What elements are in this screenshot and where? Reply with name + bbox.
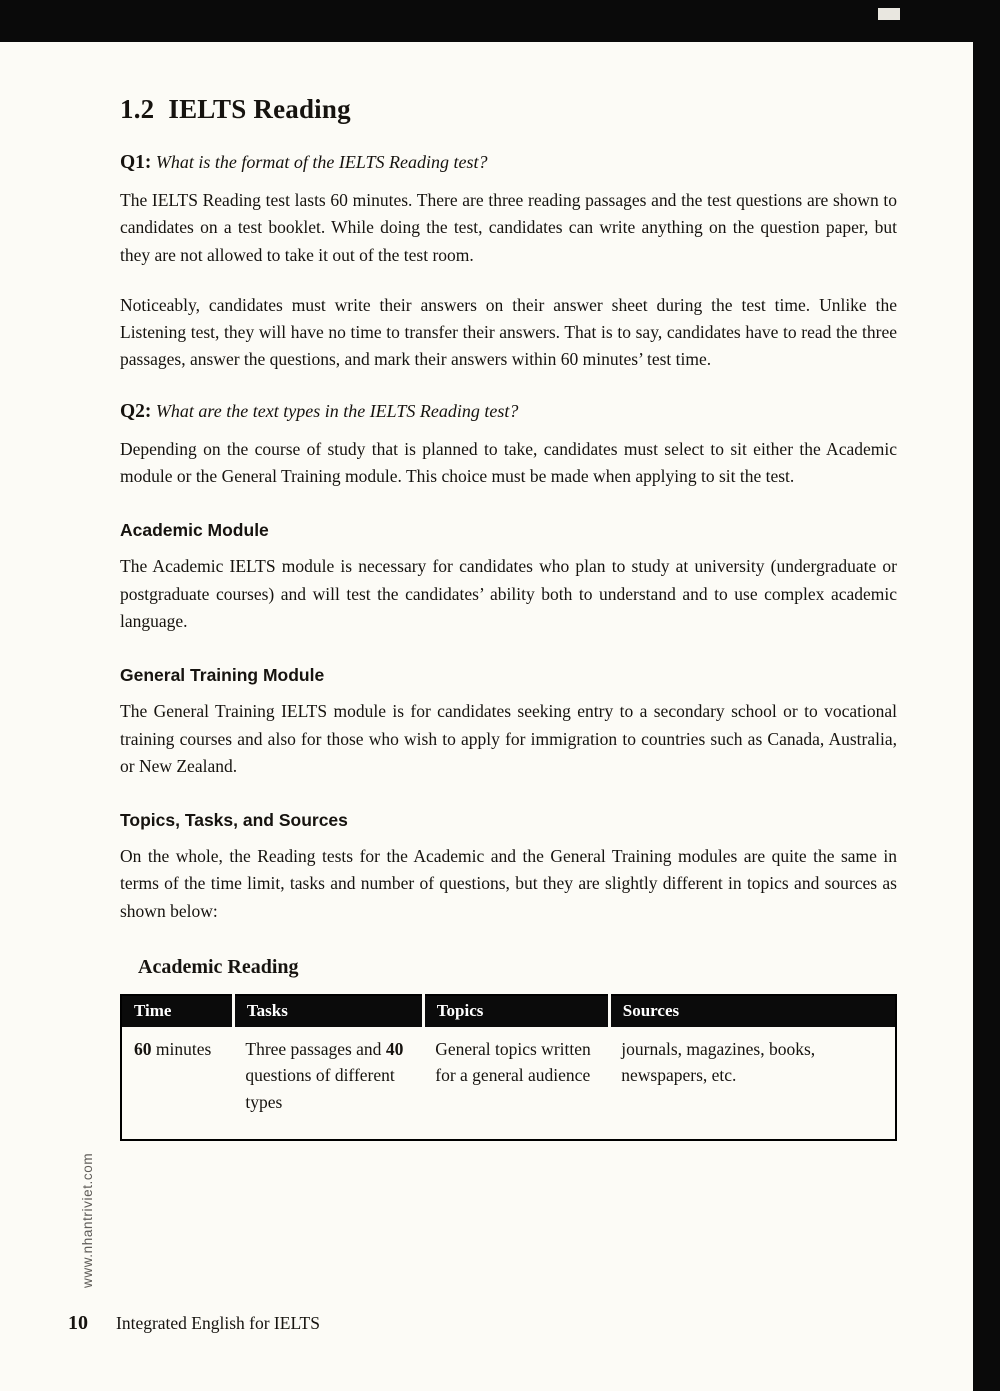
cell-time-unit: minutes: [151, 1039, 212, 1060]
heading-topics-tasks-sources: Topics, Tasks, and Sources: [120, 810, 348, 831]
cell-tasks-suffix: questions of different types: [245, 1065, 395, 1112]
cell-time: [121, 1027, 233, 1140]
column-header-topics: Topics: [423, 995, 609, 1027]
page-content: [0, 42, 973, 1141]
paragraph-q2-modules: Depending on the course of study that is planned to take, candidates must select to sit either the Academic module or the General Training module. This choice must be made when applying to sit the test.: [120, 438, 897, 487]
question-2-label: Q2:: [120, 400, 152, 422]
publisher-url-vertical: www.nhantriviet.com: [80, 1152, 95, 1288]
table-title-academic-reading: Academic Reading: [138, 956, 299, 979]
scan-edge-top: [0, 0, 1000, 42]
section-number: 1.2: [120, 94, 155, 124]
question-2-text: What are the text types in the IELTS Reading test?: [155, 400, 519, 421]
cell-tasks: [233, 1027, 423, 1140]
question-1-text: What is the format of the IELTS Reading test?: [155, 152, 488, 172]
heading-general-training-module: General Training Module: [120, 665, 325, 686]
question-1: [120, 152, 897, 174]
page-footer: [0, 1312, 973, 1335]
paragraph-q1-format-1: The IELTS Reading test lasts 60 minutes. There are three reading passages and the test questions are shown to candidates on a test booklet. While doing the test, candidates can write anything on the question paper, but they are not allowed to take it out of the test room.: [120, 190, 897, 265]
column-header-time: Time: [121, 995, 233, 1027]
paragraph-q1-format-2: Noticeably, candidates must write their answers on their answer sheet during the test time. Unlike the Listening test, they will have no time to transfer their answers. That is to say, candidates have to read the three passages, answer the questions, and mark their answers within 60 minutes’ test time.: [120, 294, 897, 370]
cell-tasks-prefix: Three passages and: [245, 1039, 386, 1060]
cell-time-value: 60: [134, 1039, 152, 1060]
table-header-row: [121, 995, 896, 1027]
heading-academic-module: Academic Module: [120, 520, 269, 541]
scan-artifact-notch: [878, 8, 900, 20]
cell-tasks-number: 40: [385, 1039, 404, 1060]
table-row: [121, 1027, 896, 1140]
section-title: IELTS Reading: [168, 94, 351, 124]
paragraph-academic-module: The Academic IELTS module is necessary for candidates who plan to study at university (undergraduate or postgraduate courses) and will test the candidates’ ability both to understand and to use complex academic language.: [120, 556, 897, 631]
academic-reading-table: [120, 994, 897, 1141]
question-1-label: Q1:: [120, 152, 152, 173]
book-title: Integrated English for IELTS: [116, 1313, 320, 1333]
cell-sources: journals, magazines, books, newspapers, etc.: [621, 1039, 816, 1086]
page-number: 10: [68, 1312, 88, 1334]
cell-topics: General topics written for a general audience: [435, 1039, 591, 1086]
column-header-sources: Sources: [609, 995, 896, 1027]
section-heading: [120, 94, 897, 125]
question-2: [120, 401, 897, 423]
paragraph-topics-tasks-sources: On the whole, the Reading tests for the Academic and the General Training modules are quite the same in terms of the time limit, tasks and number of questions, but they are slightly different in topics and sources as shown below:: [120, 846, 897, 921]
scan-edge-right: [973, 0, 1000, 1391]
paragraph-general-training-module: The General Training IELTS module is for candidates seeking entry to a secondary school or to vocational training courses and also for those who wish to apply for immigration to countries such as Canada, Australia, or New Zealand.: [120, 701, 897, 776]
column-header-tasks: Tasks: [233, 995, 423, 1027]
